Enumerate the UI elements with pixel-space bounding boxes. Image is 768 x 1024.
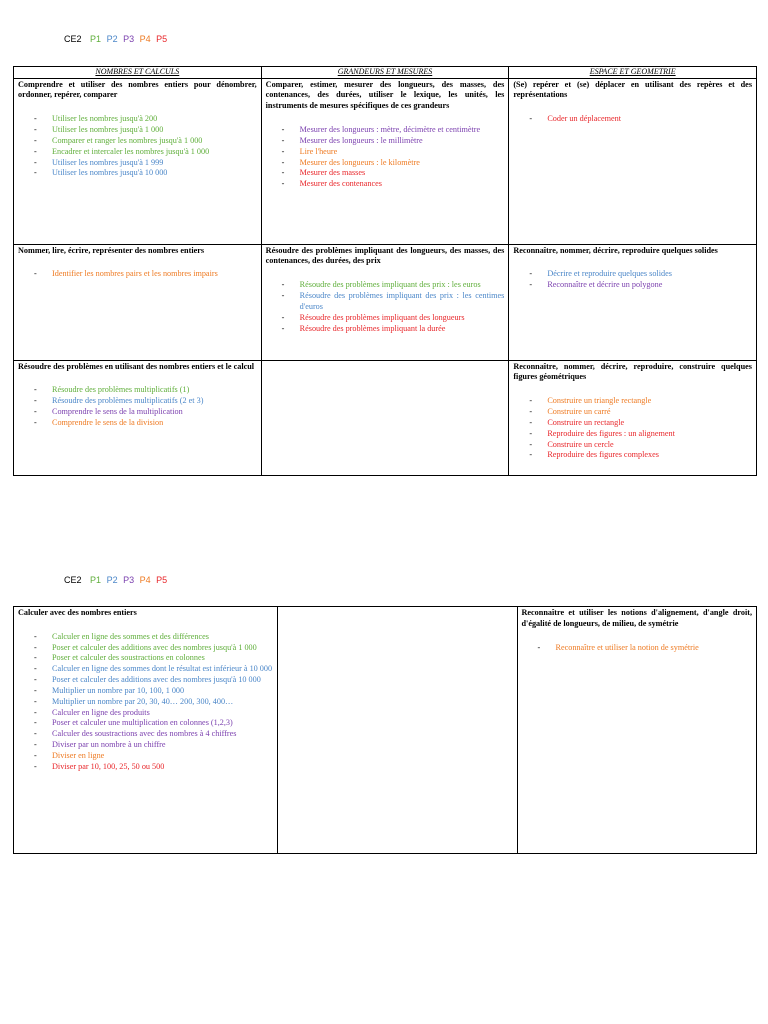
skill-item: - Coder un déplacement bbox=[513, 114, 752, 125]
level-label: CE2 bbox=[64, 34, 82, 44]
column-header-numbers: NOMBRES ET CALCULS bbox=[14, 67, 262, 79]
skill-item: - Multiplier un nombre par 20, 30, 40… 200, 300, 400… bbox=[18, 697, 273, 708]
skill-list bbox=[513, 114, 752, 125]
table-cell bbox=[517, 607, 757, 854]
skill-item: - Poser et calculer des soustractions en colonnes bbox=[18, 653, 273, 664]
skill-item: - Résoudre des problèmes multiplicatifs (2 et 3) bbox=[18, 396, 257, 407]
skill-item: - Résoudre des problèmes impliquant des longueurs bbox=[266, 313, 505, 324]
level-label: CE2 bbox=[64, 575, 82, 585]
competence-title: Résoudre des problèmes impliquant des longueurs, des masses, des contenances, des durées, des prix bbox=[265, 245, 505, 266]
skill-item: - Utiliser les nombres jusqu'à 10 000 bbox=[18, 168, 257, 179]
period-legend bbox=[64, 575, 170, 585]
skill-item: - Diviser en ligne bbox=[18, 751, 273, 762]
skill-item: - Construire un rectangle bbox=[513, 418, 752, 429]
skill-item: - Résoudre des problèmes multiplicatifs (1) bbox=[18, 385, 257, 396]
table-cell bbox=[509, 360, 757, 475]
column-header-measures: GRANDEURS ET MESURES bbox=[261, 67, 509, 79]
table-cell bbox=[14, 244, 262, 360]
skill-item: - Mesurer des contenances bbox=[266, 179, 505, 190]
competence-title: Reconnaître, nommer, décrire, reproduire quelques solides bbox=[513, 245, 718, 255]
skill-item: - Comparer et ranger les nombres jusqu'à 1 000 bbox=[18, 136, 257, 147]
competence-title: Nommer, lire, écrire, représenter des nombres entiers bbox=[18, 245, 205, 255]
skill-list bbox=[18, 269, 257, 280]
skill-item: - Poser et calculer des additions avec des nombres jusqu'à 1 000 bbox=[18, 643, 273, 654]
skill-item: - Identifier les nombres pairs et les nombres impairs bbox=[18, 269, 257, 280]
program-table-2 bbox=[13, 606, 757, 854]
skill-item: - Utiliser les nombres jusqu'à 1 999 bbox=[18, 158, 257, 169]
skill-item: - Reproduire des figures : un alignement bbox=[513, 429, 752, 440]
period-label-p5: P5 bbox=[156, 34, 168, 44]
table-cell bbox=[14, 360, 262, 475]
skill-item: - Comprendre le sens de la multiplication bbox=[18, 407, 257, 418]
period-label-p4: P4 bbox=[139, 34, 151, 44]
column-header-geometry: ESPACE ET GEOMETRIE bbox=[509, 67, 757, 79]
skill-list bbox=[513, 269, 752, 291]
skill-item: - Utiliser les nombres jusqu'à 200 bbox=[18, 114, 257, 125]
skill-item: - Poser et calculer une multiplication en colonnes (1,2,3) bbox=[18, 718, 273, 729]
competence-title: (Se) repérer et (se) déplacer en utilisant des repères et des représentations bbox=[513, 79, 752, 100]
skill-item: - Reproduire des figures complexes bbox=[513, 450, 752, 461]
table-cell bbox=[278, 607, 518, 854]
skill-item: - Diviser par 10, 100, 25, 50 ou 500 bbox=[18, 762, 273, 773]
skill-item: - Reconnaître et décrire un polygone bbox=[513, 280, 752, 291]
table-cell bbox=[509, 78, 757, 244]
period-label-p2: P2 bbox=[106, 575, 118, 585]
competence-title: Calculer avec des nombres entiers bbox=[18, 608, 137, 617]
period-label-p3: P3 bbox=[123, 34, 135, 44]
period-label-p1: P1 bbox=[90, 34, 102, 44]
skill-list bbox=[266, 125, 505, 190]
competence-title: Reconnaître, nommer, décrire, reproduire, construire quelques figures géométriques bbox=[513, 361, 752, 382]
skill-item: - Mesurer des longueurs : le kilomètre bbox=[266, 158, 505, 169]
skill-item: - Lire l'heure bbox=[266, 147, 505, 158]
skill-item: - Comprendre le sens de la division bbox=[18, 418, 257, 429]
skill-item: - Encadrer et intercaler les nombres jusqu'à 1 000 bbox=[18, 147, 257, 158]
skill-item: - Résoudre des problèmes impliquant la durée bbox=[266, 324, 505, 335]
competence-title: Résoudre des problèmes en utilisant des nombres entiers et le calcul bbox=[18, 361, 255, 371]
skill-item: - Calculer en ligne des sommes et des différences bbox=[18, 632, 273, 643]
table-cell bbox=[261, 78, 509, 244]
skill-item: - Construire un triangle rectangle bbox=[513, 396, 752, 407]
period-legend bbox=[64, 34, 170, 44]
skill-item: - Reconnaître et utiliser la notion de symétrie bbox=[522, 643, 753, 654]
skill-list bbox=[18, 114, 257, 179]
period-label-p4: P4 bbox=[139, 575, 151, 585]
skill-list bbox=[266, 280, 505, 334]
skill-item: - Décrire et reproduire quelques solides bbox=[513, 269, 752, 280]
skill-item: - Construire un cercle bbox=[513, 440, 752, 451]
skill-list bbox=[18, 632, 273, 773]
period-label-p3: P3 bbox=[123, 575, 135, 585]
skill-item: - Multiplier un nombre par 10, 100, 1 000 bbox=[18, 686, 273, 697]
skill-item: - Mesurer des masses bbox=[266, 168, 505, 179]
competence-title: Comprendre et utiliser des nombres entiers pour dénombrer, ordonner, repérer, comparer bbox=[18, 79, 257, 100]
period-label-p1: P1 bbox=[90, 575, 102, 585]
competence-title: Comparer, estimer, mesurer des longueurs, des masses, des contenances, des durées, utiliser le lexique, les unités, les instruments de mesures spécifiques de ces grandeurs bbox=[265, 79, 505, 111]
period-label-p2: P2 bbox=[106, 34, 118, 44]
skill-item: - Diviser par un nombre à un chiffre bbox=[18, 740, 273, 751]
skill-item: - Utiliser les nombres jusqu'à 1 000 bbox=[18, 125, 257, 136]
skill-list bbox=[522, 643, 753, 654]
skill-item: - Mesurer des longueurs : le millimètre bbox=[266, 136, 505, 147]
skill-item: - Résoudre des problèmes impliquant des prix : les centimes d'euros bbox=[266, 291, 505, 313]
competence-title: Reconnaître et utiliser les notions d'alignement, d'angle droit, d'égalité de longueurs, de milieu, de symétrie bbox=[521, 608, 752, 628]
skill-item: - Construire un carré bbox=[513, 407, 752, 418]
skill-item: - Poser et calculer des additions avec des nombres jusqu'à 10 000 bbox=[18, 675, 273, 686]
program-table-1 bbox=[13, 66, 757, 476]
skill-list bbox=[513, 396, 752, 461]
table-cell bbox=[14, 607, 278, 854]
skill-item: - Résoudre des problèmes impliquant des prix : les euros bbox=[266, 280, 505, 291]
skill-item: - Calculer en ligne des sommes dont le résultat est inférieur à 10 000 bbox=[18, 664, 273, 675]
skill-item: - Mesurer des longueurs : mètre, décimètre et centimètre bbox=[266, 125, 505, 136]
period-label-p5: P5 bbox=[156, 575, 168, 585]
table-cell bbox=[261, 360, 509, 475]
skill-item: - Calculer des soustractions avec des nombres à 4 chiffres bbox=[18, 729, 273, 740]
skill-list bbox=[18, 385, 257, 428]
table-cell bbox=[14, 78, 262, 244]
table-cell bbox=[509, 244, 757, 360]
table-cell bbox=[261, 244, 509, 360]
skill-item: - Calculer en ligne des produits bbox=[18, 708, 273, 719]
